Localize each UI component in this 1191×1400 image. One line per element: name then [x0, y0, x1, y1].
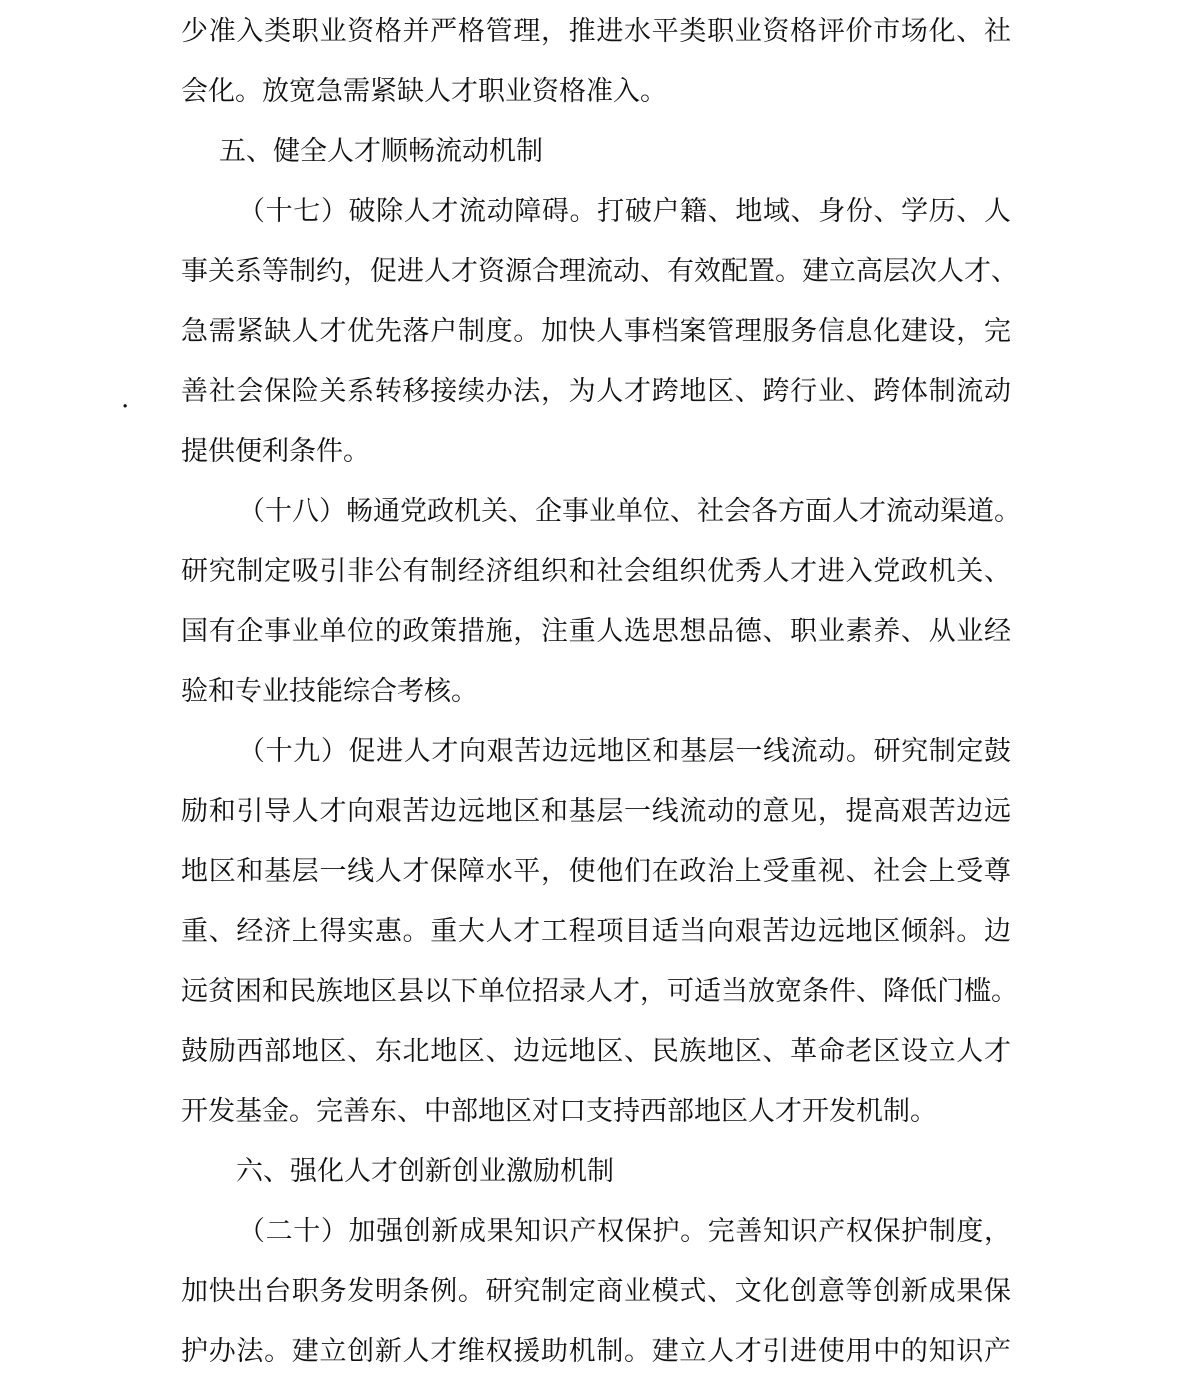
paragraph-line: 善社会保险关系转移接续办法，为人才跨地区、跨行业、跨体制流动	[181, 376, 1011, 407]
paragraph-line: （十七）破除人才流动障碍。打破户籍、地域、身份、学历、人	[238, 196, 1011, 227]
paragraph-line: 少准入类职业资格并严格管理，推进水平类职业资格评价市场化、社	[181, 16, 1011, 47]
section-heading: 五、健全人才顺畅流动机制	[219, 136, 543, 167]
paragraph-line: 重、经济上得实惠。重大人才工程项目适当向艰苦边远地区倾斜。边	[181, 916, 1011, 947]
paragraph-line: 地区和基层一线人才保障水平，使他们在政治上受重视、社会上受尊	[181, 856, 1011, 887]
paragraph-line: 提供便利条件。	[181, 436, 370, 467]
paragraph-line: 事关系等制约，促进人才资源合理流动、有效配置。建立高层次人才、	[181, 256, 1018, 287]
paragraph-line: 急需紧缺人才优先落户制度。加快人事档案管理服务信息化建设，完	[181, 316, 1011, 347]
paragraph-line: 开发基金。完善东、中部地区对口支持西部地区人才开发机制。	[181, 1096, 937, 1127]
paragraph-line: （二十）加强创新成果知识产权保护。完善知识产权保护制度，	[238, 1216, 1011, 1247]
margin-mark: .	[121, 384, 130, 414]
paragraph-line: （十九）促进人才向艰苦边远地区和基层一线流动。研究制定鼓	[238, 736, 1011, 767]
paragraph-line: 会化。放宽急需紧缺人才职业资格准入。	[181, 76, 667, 107]
paragraph-line: 加快出台职务发明条例。研究制定商业模式、文化创意等创新成果保	[181, 1276, 1011, 1307]
paragraph-line: 研究制定吸引非公有制经济组织和社会组织优秀人才进入党政机关、	[181, 556, 1011, 587]
paragraph-line: 鼓励西部地区、东北地区、边远地区、民族地区、革命老区设立人才	[181, 1036, 1011, 1067]
paragraph-line: 励和引导人才向艰苦边远地区和基层一线流动的意见，提高艰苦边远	[181, 796, 1011, 827]
paragraph-line: 验和专业技能综合考核。	[181, 676, 478, 707]
paragraph-line: （十八）畅通党政机关、企事业单位、社会各方面人才流动渠道。	[238, 496, 1021, 527]
paragraph-line: 护办法。建立创新人才维权援助机制。建立人才引进使用中的知识产	[181, 1336, 1011, 1367]
paragraph-line: 远贫困和民族地区县以下单位招录人才，可适当放宽条件、降低门槛。	[181, 976, 1018, 1007]
section-heading: 六、强化人才创新创业激励机制	[236, 1156, 614, 1187]
paragraph-line: 国有企事业单位的政策措施，注重人选思想品德、职业素养、从业经	[181, 616, 1011, 647]
